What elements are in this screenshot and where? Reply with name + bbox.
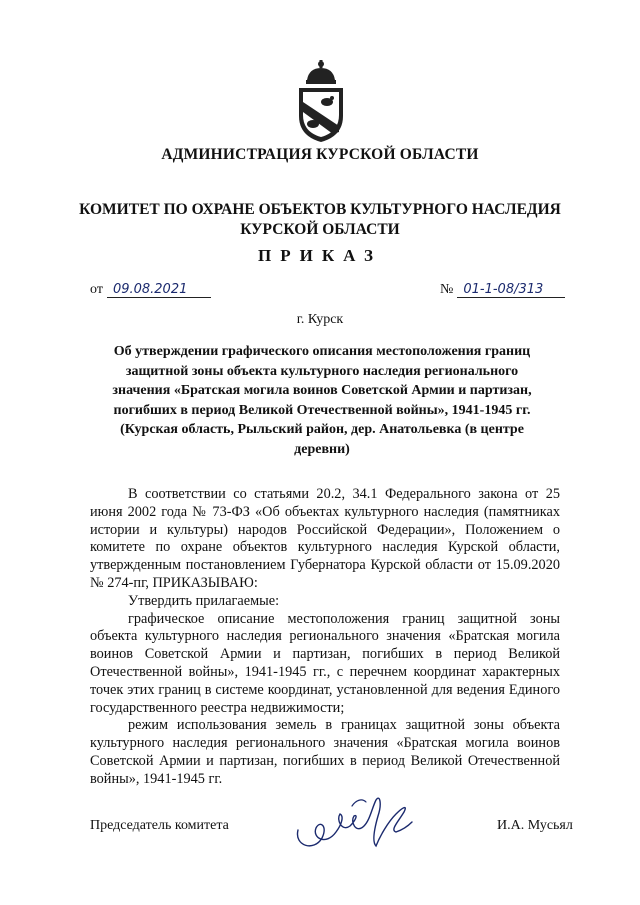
committee-title bbox=[60, 200, 580, 240]
body-paragraph-1: В соответствии со статьями 20.2, 34.1 Федерального закона от 25 июня 2002 года № 73-ФЗ «Об объектах культурного наследия (памятниках истории и культуры) народов Российской Федерации», Положением о комитете по охране объектов культурного наследия Курской области, утвержденным постановлением Губернатора Курской области от 15.09.2020 № 274-пг, ПРИКАЗЫВАЮ: bbox=[90, 486, 560, 591]
date-value: 09.08.2021 bbox=[107, 282, 211, 298]
administration-title: АДМИНИСТРАЦИЯ КУРСКОЙ ОБЛАСТИ bbox=[161, 146, 479, 163]
date-prefix: от bbox=[90, 282, 103, 297]
signatory-name: И.А. Мусьял bbox=[497, 818, 573, 833]
order-body bbox=[90, 486, 560, 789]
body-paragraph-2: Утвердить прилагаемые: bbox=[128, 592, 280, 609]
order-subject bbox=[92, 342, 552, 459]
order-number bbox=[440, 282, 565, 298]
number-prefix: № bbox=[440, 282, 454, 297]
city: г. Курск bbox=[296, 312, 344, 327]
order-date bbox=[90, 282, 211, 298]
body-paragraph-3: графическое описание местоположения границ защитной зоны объекта культурного наследия регионального значения «Братская могила воинов Советской Армии и партизан, погибших в период Великой Отечественной войны», 1941-1945 гг., с перечнем координат характерных точек этих границ в системе координат, установленной для ведения Единого государственного реестра недвижимости; bbox=[90, 610, 560, 716]
number-value: 01-1-08/313 bbox=[457, 282, 565, 298]
subject-line-3: значения «Братская могила воинов Советской Армии и партизан, bbox=[112, 383, 532, 398]
subject-line-4: погибших в период Великой Отечественной войны», 1941-1945 гг. bbox=[113, 402, 531, 418]
body-paragraph-4: режим использования земель в границах защитной зоны объекта культурного наследия регионального значения «Братская могила воинов Советской Армии и партизан, погибших в период Великой Отечественной войны», 1941-1945 гг. bbox=[90, 717, 560, 787]
signatory-title: Председатель комитета bbox=[90, 818, 229, 833]
order-title: ПРИКАЗ bbox=[258, 246, 382, 265]
subject-line-1: Об утверждении графического описания местоположения границ bbox=[113, 344, 531, 359]
subject-line-5: (Курская область, Рыльский район, дер. Анатольевка (в центре bbox=[120, 422, 524, 437]
coat-of-arms-icon bbox=[291, 58, 351, 144]
signature-icon bbox=[292, 786, 422, 856]
committee-title-line-2: КУРСКОЙ ОБЛАСТИ bbox=[240, 221, 400, 238]
subject-line-2: защитной зоны объекта культурного наследия регионального bbox=[125, 363, 519, 379]
committee-title-line-1: КОМИТЕТ ПО ОХРАНЕ ОБЪЕКТОВ КУЛЬТУРНОГО НАСЛЕДИЯ bbox=[79, 201, 561, 218]
subject-line-6: деревни) bbox=[294, 441, 350, 457]
